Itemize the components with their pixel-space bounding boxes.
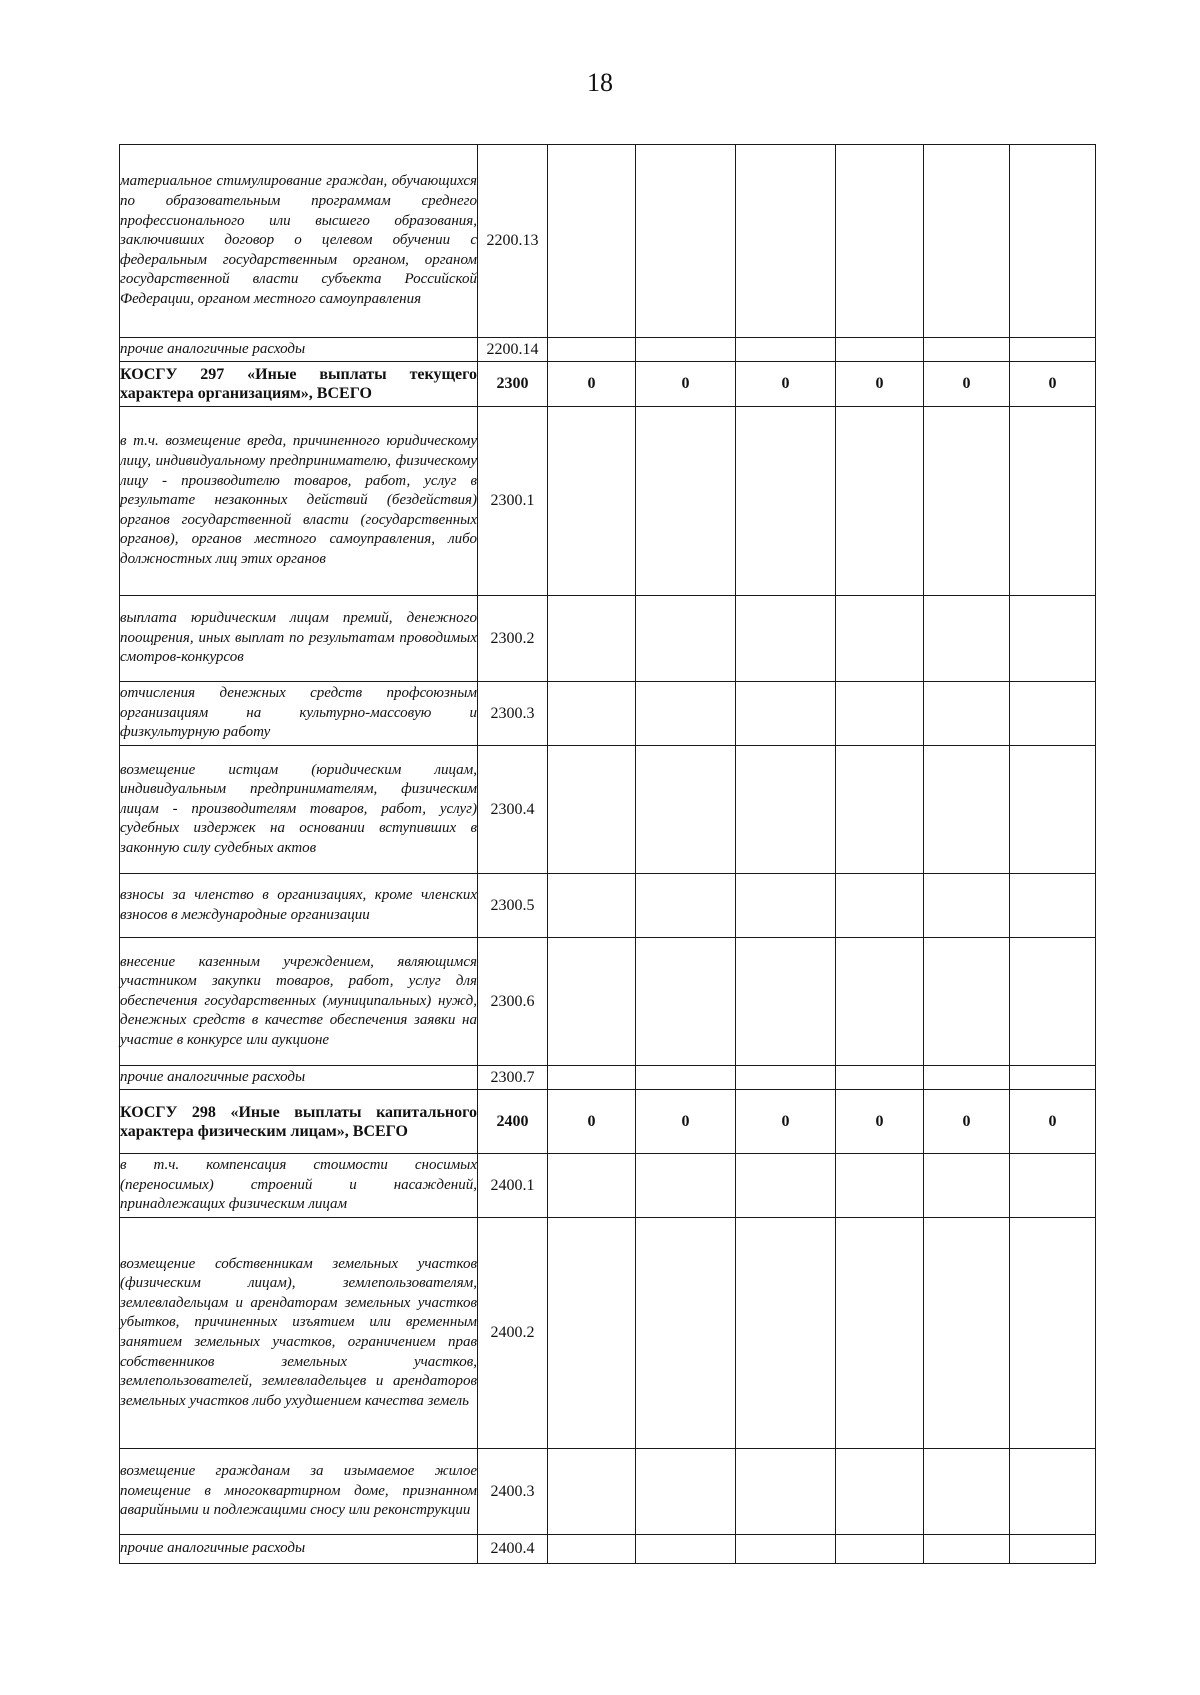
- value-cell: [736, 1449, 836, 1535]
- row-code: 2300.3: [478, 682, 548, 746]
- value-cell: [1010, 1449, 1096, 1535]
- value-cell: [924, 1154, 1010, 1218]
- row-code: 2300.5: [478, 874, 548, 938]
- value-cell: [924, 938, 1010, 1066]
- value-cell: [736, 145, 836, 338]
- value-cell: [924, 1066, 1010, 1090]
- value-cell: 0: [1010, 362, 1096, 407]
- value-cell: [836, 1066, 924, 1090]
- value-cell: [836, 1449, 924, 1535]
- table-row-total: [120, 1090, 1096, 1154]
- value-cell: [1010, 145, 1096, 338]
- value-cell: [636, 145, 736, 338]
- table-row: [120, 746, 1096, 874]
- value-cell: [636, 938, 736, 1066]
- value-cell: [1010, 407, 1096, 596]
- value-cell: [636, 1154, 736, 1218]
- value-cell: [548, 596, 636, 682]
- value-cell: [836, 1535, 924, 1564]
- value-cell: [1010, 874, 1096, 938]
- value-cell: [736, 746, 836, 874]
- value-cell: [636, 874, 736, 938]
- value-cell: [836, 596, 924, 682]
- row-description: внесение казенным учреждением, являющимся участником закупки товаров, работ, услуг для обеспечения государственных (муниципальных) нужд, денежных средств в качестве обеспечения заявки на участие в конкурсе или аукционе: [120, 938, 478, 1066]
- row-description: возмещение собственникам земельных участков (физическим лицам), землепользователям, землевладельцам и арендаторам земельных участков убытков, причиненных изъятием или временным занятием земельных участков, ограничением прав собственников земельных участков, землепользователей, землевладельцев и арендаторов земельных участков либо ухудшением качества земель: [120, 1218, 478, 1449]
- value-cell: [736, 1066, 836, 1090]
- value-cell: [1010, 1535, 1096, 1564]
- row-code: 2300.1: [478, 407, 548, 596]
- row-code: 2200.14: [478, 338, 548, 362]
- value-cell: [924, 1535, 1010, 1564]
- row-description: отчисления денежных средств профсоюзным организациям на культурно-массовую и физкультурную работу: [120, 682, 478, 746]
- value-cell: [1010, 596, 1096, 682]
- value-cell: 0: [736, 1090, 836, 1154]
- table-row: [120, 145, 1096, 338]
- value-cell: [1010, 338, 1096, 362]
- value-cell: [548, 1218, 636, 1449]
- row-description: возмещение гражданам за изымаемое жилое помещение в многоквартирном доме, признанном аварийными и подлежащими сносу или реконструкции: [120, 1449, 478, 1535]
- value-cell: [736, 338, 836, 362]
- table-row: [120, 938, 1096, 1066]
- row-code: 2300: [478, 362, 548, 407]
- value-cell: [1010, 746, 1096, 874]
- table-row: [120, 682, 1096, 746]
- value-cell: [636, 338, 736, 362]
- value-cell: [736, 407, 836, 596]
- value-cell: [924, 746, 1010, 874]
- row-description: прочие аналогичные расходы: [120, 1066, 478, 1090]
- table-row: [120, 1218, 1096, 1449]
- value-cell: 0: [836, 362, 924, 407]
- table-row: [120, 1066, 1096, 1090]
- value-cell: [836, 407, 924, 596]
- value-cell: [736, 1154, 836, 1218]
- value-cell: [836, 682, 924, 746]
- value-cell: [736, 596, 836, 682]
- row-description: в т.ч. возмещение вреда, причиненного юридическому лицу, индивидуальному предпринимателю, физическому лицу - производителю товаров, работ, услуг в результате незаконных действий (бездействия) органов государственной власти (государственных органов), органов местного самоуправления, либо должностных лиц этих органов: [120, 407, 478, 596]
- row-code: 2400: [478, 1090, 548, 1154]
- value-cell: [548, 746, 636, 874]
- value-cell: [548, 682, 636, 746]
- table-row: [120, 596, 1096, 682]
- value-cell: [1010, 682, 1096, 746]
- table-row: [120, 407, 1096, 596]
- value-cell: 0: [924, 1090, 1010, 1154]
- row-code: 2300.4: [478, 746, 548, 874]
- value-cell: [836, 1154, 924, 1218]
- row-code: 2400.3: [478, 1449, 548, 1535]
- value-cell: [548, 1066, 636, 1090]
- row-code: 2200.13: [478, 145, 548, 338]
- table-row: [120, 338, 1096, 362]
- row-description: прочие аналогичные расходы: [120, 338, 478, 362]
- value-cell: [736, 1218, 836, 1449]
- row-description: возмещение истцам (юридическим лицам, индивидуальным предпринимателям, физическим лицам - производителям товаров, работ, услуг) судебных издержек на основании вступивших в законную силу судебных актов: [120, 746, 478, 874]
- value-cell: [1010, 1066, 1096, 1090]
- value-cell: [924, 596, 1010, 682]
- value-cell: [636, 1066, 736, 1090]
- row-code: 2400.2: [478, 1218, 548, 1449]
- row-description: материальное стимулирование граждан, обучающихся по образовательным программам среднего профессионального или высшего образования, заключивших договор о целевом обучении с федеральным государственным органом, органом государственной власти субъекта Российской Федерации, органом местного самоуправления: [120, 145, 478, 338]
- value-cell: 0: [736, 362, 836, 407]
- value-cell: [924, 1218, 1010, 1449]
- value-cell: [548, 407, 636, 596]
- value-cell: [636, 1218, 736, 1449]
- value-cell: [736, 682, 836, 746]
- value-cell: [924, 1449, 1010, 1535]
- row-code: 2400.1: [478, 1154, 548, 1218]
- table-row-total: [120, 362, 1096, 407]
- value-cell: [836, 338, 924, 362]
- value-cell: [548, 338, 636, 362]
- value-cell: [548, 1449, 636, 1535]
- value-cell: [1010, 938, 1096, 1066]
- row-description: в т.ч. компенсация стоимости сносимых (переносимых) строений и насаждений, принадлежащих физическим лицам: [120, 1154, 478, 1218]
- value-cell: [548, 1154, 636, 1218]
- row-description: КОСГУ 298 «Иные выплаты капитального характера физическим лицам», ВСЕГО: [120, 1090, 478, 1154]
- table-row: [120, 874, 1096, 938]
- value-cell: [924, 407, 1010, 596]
- value-cell: [924, 874, 1010, 938]
- row-code: 2300.2: [478, 596, 548, 682]
- value-cell: [548, 938, 636, 1066]
- row-code: 2300.6: [478, 938, 548, 1066]
- value-cell: 0: [636, 362, 736, 407]
- value-cell: [636, 682, 736, 746]
- value-cell: [636, 596, 736, 682]
- row-description: КОСГУ 297 «Иные выплаты текущего характера организациям», ВСЕГО: [120, 362, 478, 407]
- value-cell: [836, 1218, 924, 1449]
- value-cell: [548, 145, 636, 338]
- value-cell: 0: [924, 362, 1010, 407]
- value-cell: [924, 338, 1010, 362]
- row-code: 2400.4: [478, 1535, 548, 1564]
- row-description: взносы за членство в организациях, кроме членских взносов в международные организации: [120, 874, 478, 938]
- value-cell: [636, 407, 736, 596]
- value-cell: [548, 1535, 636, 1564]
- value-cell: [1010, 1218, 1096, 1449]
- table-row: [120, 1154, 1096, 1218]
- value-cell: 0: [636, 1090, 736, 1154]
- value-cell: [548, 874, 636, 938]
- value-cell: [1010, 1154, 1096, 1218]
- row-code: 2300.7: [478, 1066, 548, 1090]
- value-cell: [836, 746, 924, 874]
- value-cell: [836, 938, 924, 1066]
- value-cell: [636, 1449, 736, 1535]
- value-cell: 0: [548, 1090, 636, 1154]
- value-cell: [736, 874, 836, 938]
- value-cell: [924, 145, 1010, 338]
- page-number: 18: [587, 68, 613, 97]
- value-cell: [736, 1535, 836, 1564]
- value-cell: [736, 938, 836, 1066]
- value-cell: [924, 682, 1010, 746]
- row-description: выплата юридическим лицам премий, денежного поощрения, иных выплат по результатам проводимых смотров-конкурсов: [120, 596, 478, 682]
- value-cell: [636, 1535, 736, 1564]
- value-cell: 0: [1010, 1090, 1096, 1154]
- budget-table: [119, 144, 1096, 1564]
- value-cell: [636, 746, 736, 874]
- value-cell: 0: [548, 362, 636, 407]
- value-cell: [836, 145, 924, 338]
- table-row: [120, 1449, 1096, 1535]
- value-cell: 0: [836, 1090, 924, 1154]
- value-cell: [836, 874, 924, 938]
- row-description: прочие аналогичные расходы: [120, 1535, 478, 1564]
- table-row: [120, 1535, 1096, 1564]
